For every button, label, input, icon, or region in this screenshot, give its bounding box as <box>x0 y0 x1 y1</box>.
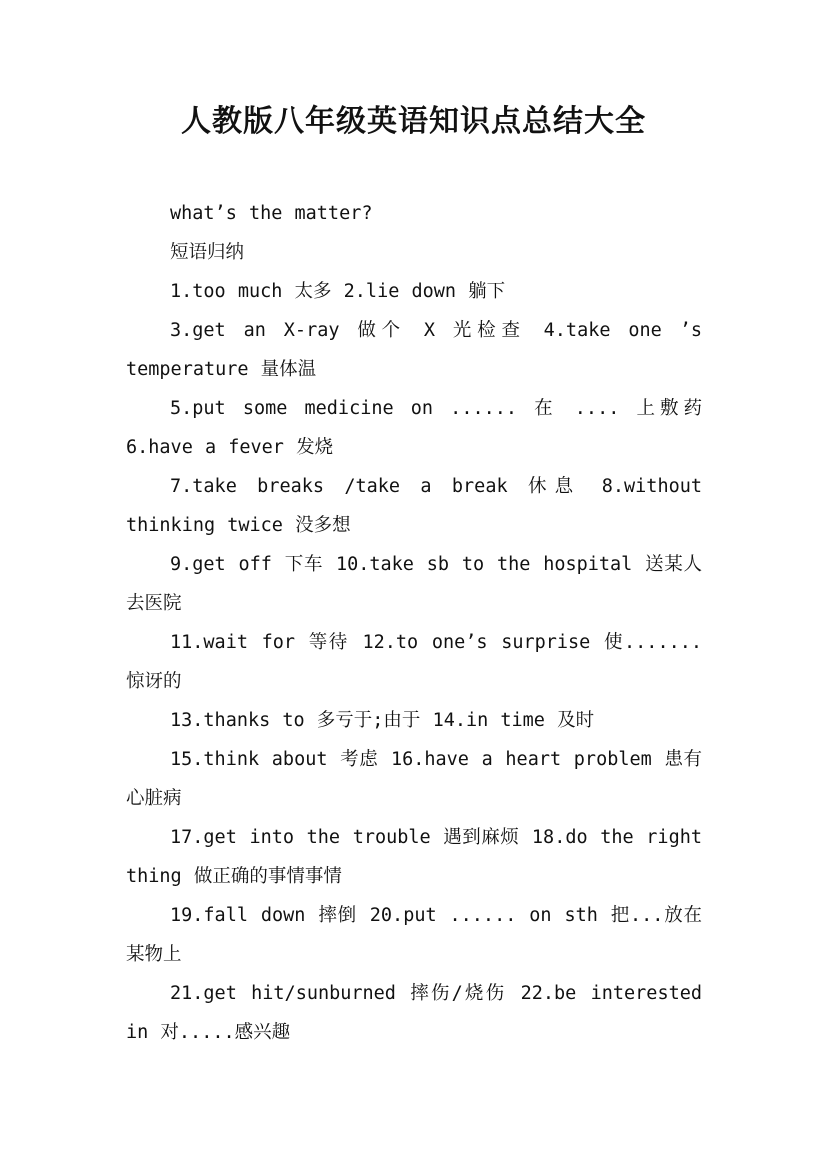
phrase-paragraph: 19.fall down 摔倒 20.put ...... on sth 把...放在某物上 <box>126 905 702 965</box>
phrase-paragraph: 3.get an X-ray 做个 X 光检查 4.take one ’s temperature 量体温 <box>126 320 702 380</box>
phrase-paragraph: 15.think about 考虑 16.have a heart problem 患有心脏病 <box>126 749 702 809</box>
section-label: 短语归纳 <box>170 242 245 263</box>
phrase-paragraph: 21.get hit/sunburned 摔伤/烧伤 22.be interested in 对.....感兴趣 <box>126 983 702 1043</box>
phrase-paragraph: 5.put some medicine on ...... 在 .... 上敷药 6.have a fever 发烧 <box>126 398 702 458</box>
phrase-paragraph: 7.take breaks /take a break 休息 8.without thinking twice 没多想 <box>126 476 702 536</box>
phrase-paragraph: 1.too much 太多 2.lie down 躺下 <box>170 281 506 302</box>
phrase-paragraph: 13.thanks to 多亏于;由于 14.in time 及时 <box>170 710 595 731</box>
phrase-paragraph: 9.get off 下车 10.take sb to the hospital 送某人去医院 <box>126 554 702 614</box>
document-body <box>126 194 702 1052</box>
document-title: 人教版八年级英语知识点总结大全 <box>181 104 646 139</box>
heading-paragraph: what’s the matter? <box>170 203 373 224</box>
phrase-paragraph: 11.wait for 等待 12.to one’s surprise 使.......惊讶的 <box>126 632 702 692</box>
phrase-paragraph: 17.get into the trouble 遇到麻烦 18.do the right thing 做正确的事情事情 <box>126 827 702 887</box>
